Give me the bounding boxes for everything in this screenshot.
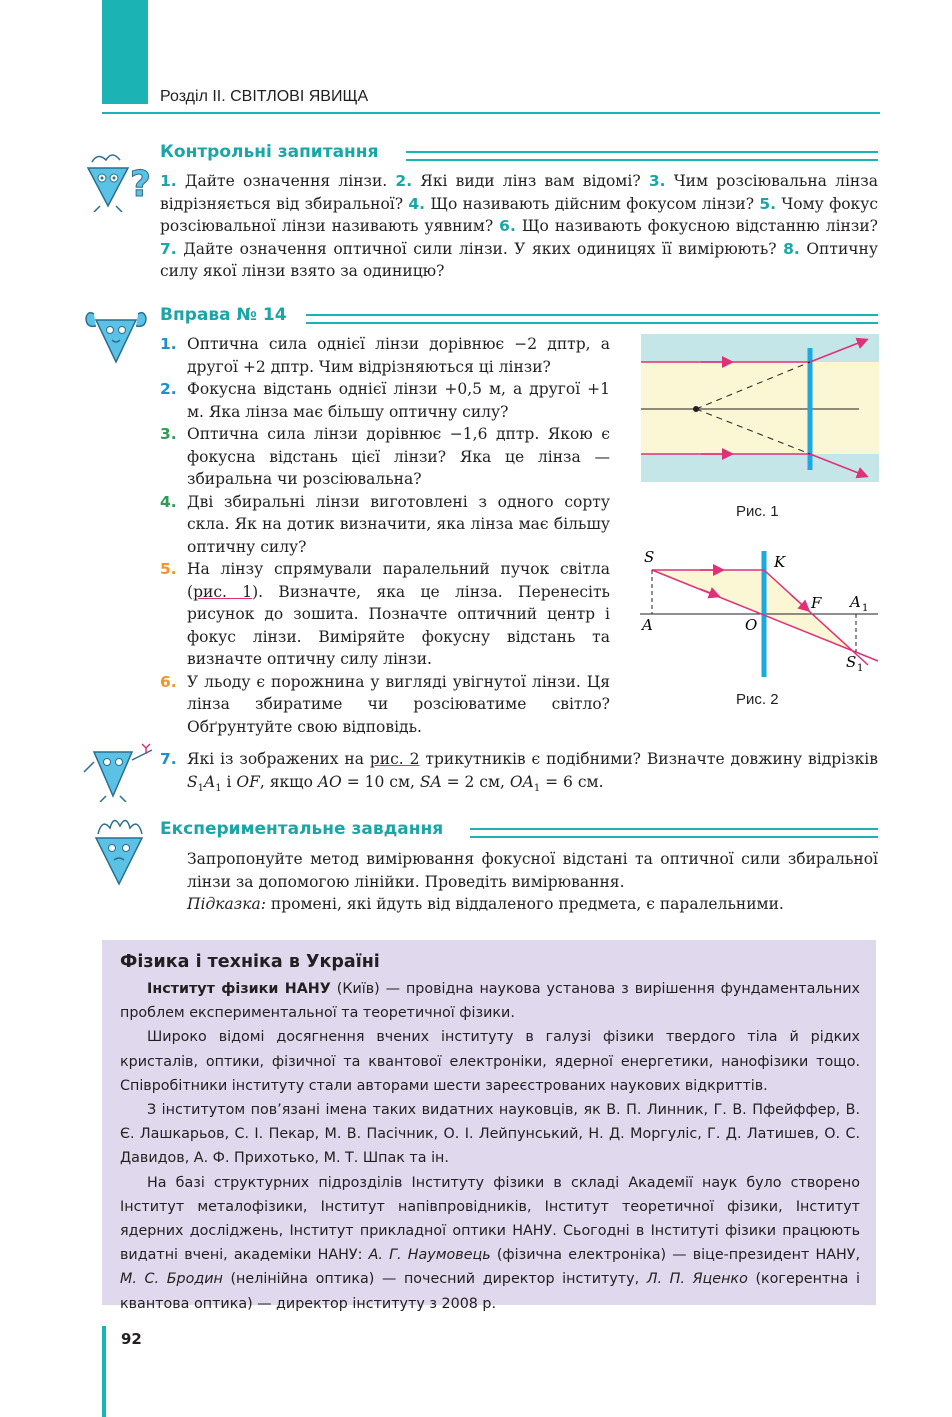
measuring-mascot-icon [80, 740, 160, 802]
label-S1-subscript: 1 [857, 663, 864, 674]
section-rule [470, 828, 878, 838]
figure-1-link[interactable]: рис. 1 [193, 582, 253, 601]
label-S: S [644, 548, 655, 566]
label-S1: S [846, 653, 857, 671]
control-questions-text: 1. Дайте означення лінзи. 2. Які види лінз вам відомі? 3. Чим розсіювальна лінза відрізняється від збиральної? 4. Що називають дійсним фокусом лінзи? 5. Чому фокус розсіювальної лінзи називають уявним? 6. Що називають фокусною відстанню лінзи? 7. Дайте означення оптичної сили лінзи. У яких одиницях її вимірюють? 8. Оптичну силу якої лінзи взято за одиницю? [160, 172, 879, 280]
exercise-title: Вправа № 14 [160, 305, 287, 325]
section-rule [406, 151, 878, 161]
label-K: K [774, 553, 786, 571]
figure-1-caption: Рис. 1 [736, 503, 779, 520]
label-F: F [811, 594, 822, 612]
exercise-list [160, 333, 610, 738]
list-item: 2. Фокусна відстань однієї лінзи +0,5 м, а другої +1 м. Яка лінза має більшу оптичну силу? [160, 380, 610, 421]
label-O: O [745, 616, 758, 634]
section-rule [306, 314, 878, 324]
chapter-tab [102, 0, 148, 104]
page-number: 92 [121, 1330, 142, 1348]
control-questions-title: Контрольні запитання [160, 142, 379, 162]
label-A1: A [850, 593, 861, 611]
info-box-title: Фізика і техніка в Україні [120, 952, 380, 972]
strong-mascot-icon [82, 306, 152, 368]
experiment-mascot-icon [88, 812, 154, 888]
figure-2-caption: Рис. 2 [736, 691, 779, 708]
label-A: A [642, 616, 653, 634]
list-item: 4. Дві збиральні лінзи виготовлені з одного сорту скла. Як на дотик визначити, яка лінза має більшу оптичну силу? [160, 492, 610, 556]
virtual-focus-point [693, 406, 699, 412]
figure-2-diagram [640, 545, 880, 685]
chapter-header: Розділ ІІ. СВІТЛОВІ ЯВИЩА [160, 88, 369, 105]
figure-1-diagram [641, 334, 879, 482]
list-item: 6. У льоду є порожнина у вигляді увігнутої лінзи. Ця лінза збиратиме чи розсіюватиме світло? Обґрунтуйте свою відповідь. [160, 672, 610, 736]
list-item: 5. На лінзу спрямували паралельний пучок світла (рис. 1). Визначте, яка це лінза. Перенесіть рисунок до зошита. Позначте оптичний центр і фокус лінзи. Виміряйте фокусну відстань та визначте оптичну силу лінзи. [160, 560, 610, 668]
figure-1-beam-area [641, 362, 879, 454]
page-number-bar [102, 1326, 106, 1417]
list-item: 3. Оптична сила лінзи дорівнює −1,6 дптр. Якою є фокусна відстань цієї лінзи? Яка це лінза — збиральна чи розсіювальна? [160, 425, 610, 488]
thinking-mascot-icon [82, 150, 158, 212]
info-box-text: Інститут фізики НАНУ (Київ) — провідна наукова установа з вирішення фундаментальних проблем експериментальної та теоретичної фізики. Широко відомі досягнення вчених інституту в галузі фізики твердого тіла й рідких кристалів, оптики, фізичної та квантової електроніки, ядерної енергетики, нанофізики тощо. Співробітники інституту стали авторами шести зареєстрованих наукових відкриттів. З інститутом пов’язані імена таких видатних науковців, як В. П. Линник, Г. В. Пфейффер, В. Є. Лашкарьов, С. І. Пекар, М. В. Пасічник, О. І. Лейпунський, Н. Д. Моргуліс, Г. Д. Латишев, О. С. Давидов, А. Ф. Прихотько, М. Т. Шпак та ін. На базі структурних підрозділів Інституту фізики в складі Академії наук було створено Інститут металофізики, Інститут напівпровідників, Інститут теоретичної фізики, Інститут ядерних досліджень, Інститут прикладної оптики НАНУ. Сьогодні в Інституті фізики працюють видатні вчені, академіки НАНУ: А. Г. Наумовець (фізична електроніка) — віце-президент НАНУ, М. С. Бродин (нелінійна оптика) — почесний директор інституту, Л. П. Яценко (когерентна і квантова оптика) — директор інституту з 2008 р. [120, 981, 861, 1312]
experimental-title: Експериментальне завдання [160, 819, 444, 839]
list-item: 1. Оптична сила однієї лінзи дорівнює −2 дптр, а другої +2 дптр. Чим відрізняються ці лінзи? [160, 335, 610, 376]
header-rule [102, 112, 880, 114]
svg-text:?: ? [130, 164, 151, 205]
label-A1-subscript: 1 [862, 603, 869, 614]
list-item: 7. Які із зображених на рис. 2 трикутників є подібними? Визначте довжину відрізків $S_1A_1$ і OF, якщо AO = 10 см, SA = 2 см, $OA_1 = 6$ см. [160, 750, 878, 794]
experimental-text: Запропонуйте метод вимірювання фокусної відстані та оптичної сили збиральної лінзи за допомогою лінійки. Проведіть вимірювання. Підказка: промені, які йдуть від віддаленого предмета, є паралельними. [187, 850, 878, 913]
figure-2-link[interactable]: рис. 2 [369, 750, 420, 768]
